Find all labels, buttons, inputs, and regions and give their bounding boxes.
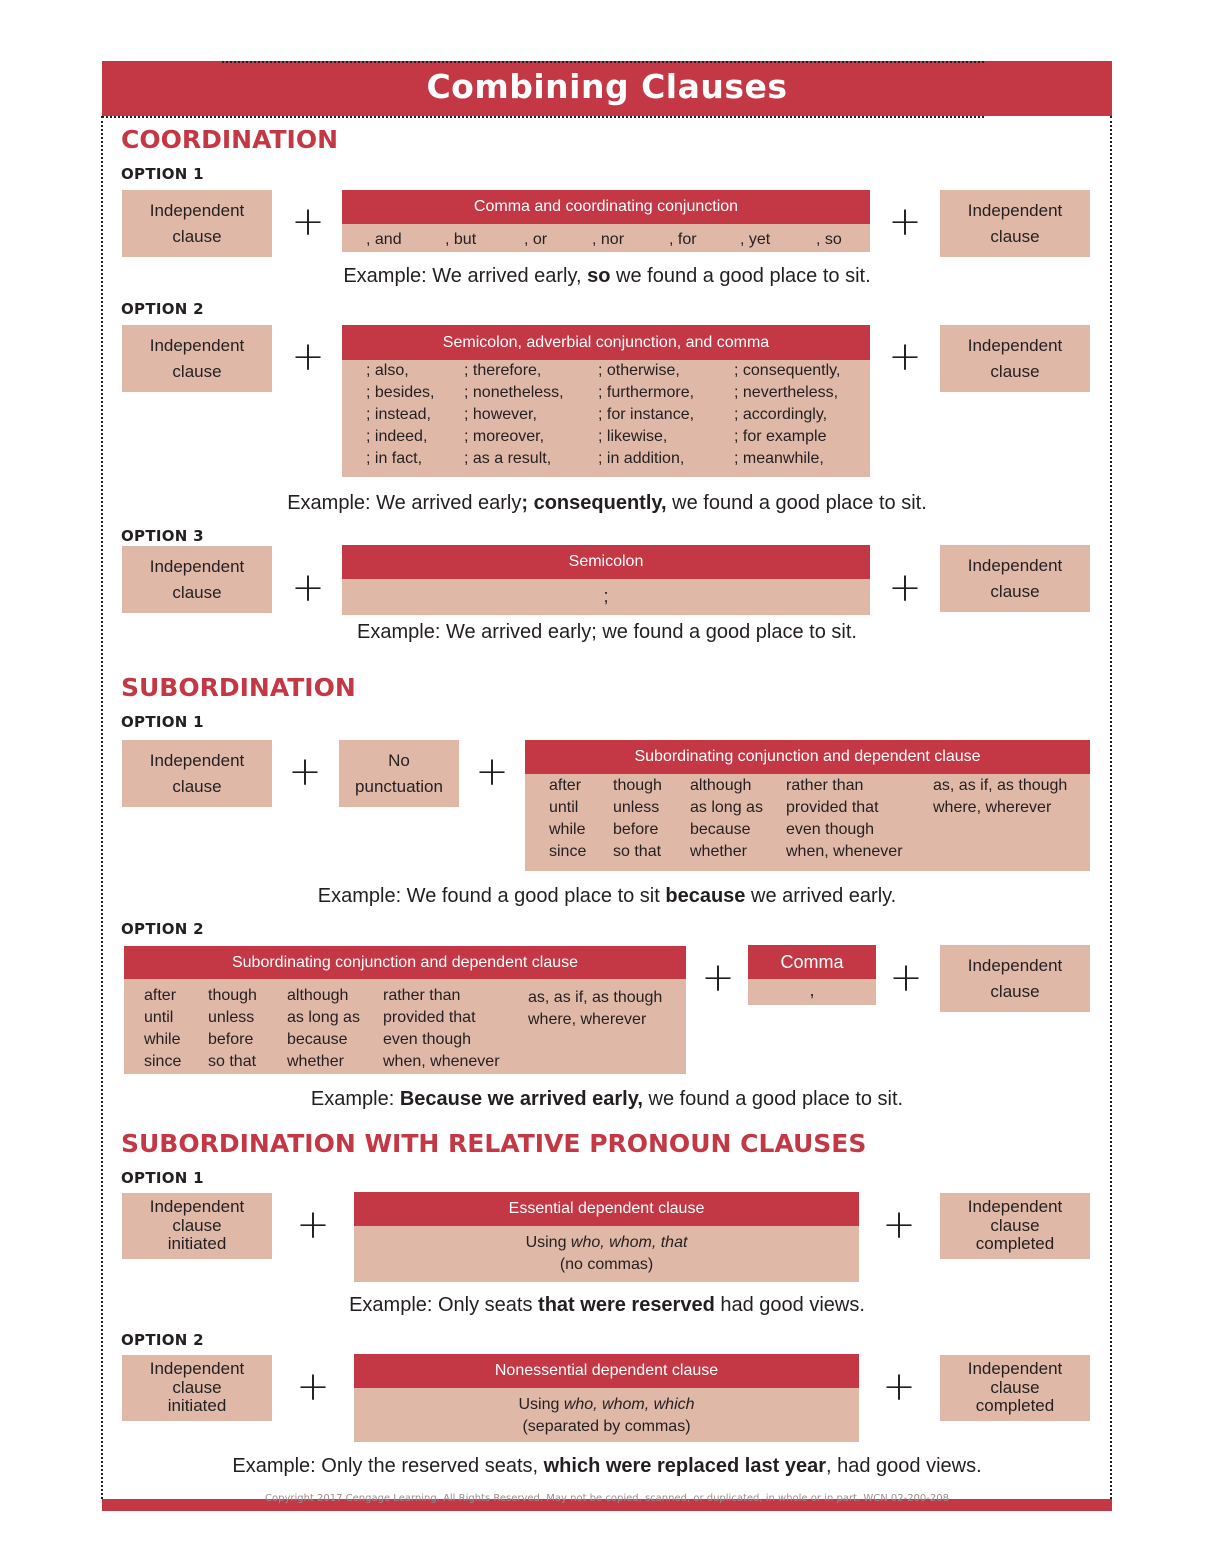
conjunction-column [549, 775, 586, 863]
conjunction: ; in addition, [598, 450, 685, 467]
option-label: OPTION 3 [121, 527, 204, 545]
example-sentence [102, 885, 1112, 908]
example-text: Example: We found a good place to sit [317, 885, 666, 907]
copyright-notice: Copyright 2017 Cengage Learning. All Rights Reserved. May not be copied, scanned, or duplicated, in whole or in part. WCN 02-200-208 [265, 1493, 949, 1504]
conjunction: whether [287, 1053, 344, 1070]
example-emphasis: ; consequently, [521, 492, 667, 514]
example-text: we found a good place to sit. [666, 492, 927, 514]
conjunction-column [690, 775, 763, 863]
conjunction: before [208, 1031, 254, 1048]
conjunction: as, as if, as though [933, 777, 1068, 794]
option-label: OPTION 1 [121, 165, 204, 183]
conjunction: rather than [383, 987, 461, 1004]
example-sentence: Example: We arrived early; we found a good place to sit. [357, 621, 857, 643]
section-title-subordination: SUBORDINATION [121, 673, 356, 702]
conjunction: ; however, [464, 406, 537, 423]
conjunction: though [613, 777, 662, 794]
example-emphasis: which were replaced last year [543, 1455, 826, 1477]
independent-clause-box [122, 325, 272, 392]
semicolon-panel [342, 545, 870, 615]
box-line: clause [172, 361, 222, 381]
box-line: punctuation [355, 776, 443, 796]
panel-header: Semicolon, adverbial conjunction, and comma [342, 325, 870, 360]
box-line: clause [172, 226, 222, 246]
conjunction-column [144, 985, 181, 1073]
conjunction: as, as if, as though [528, 989, 663, 1006]
conjunction: , yet [740, 231, 771, 248]
frame-left-border [101, 116, 103, 1499]
conjunction: until [549, 799, 579, 816]
example-emphasis: because [665, 885, 746, 907]
box-line: initiated [167, 1396, 227, 1416]
conjunction: unless [208, 1009, 255, 1026]
panel-header: Semicolon [342, 545, 870, 579]
conjunction: so that [613, 843, 662, 860]
conjunction-column [464, 360, 564, 470]
example-sentence [102, 492, 1112, 515]
conjunction-column [734, 360, 840, 470]
option-label: OPTION 2 [121, 920, 204, 938]
conjunction-column [383, 985, 500, 1073]
box-line: Independent [967, 1358, 1063, 1378]
conjunction-column [598, 360, 694, 470]
panel-header: Comma and coordinating conjunction [342, 190, 870, 224]
conjunction: as long as [690, 799, 763, 816]
adverbial-conjunction-panel [342, 325, 870, 477]
independent-clause-box [940, 190, 1090, 257]
example-text: Example: Only seats [349, 1294, 539, 1316]
banner-dotted-line-top [222, 61, 984, 63]
title-banner [102, 61, 1112, 116]
plus-icon: + [888, 199, 922, 245]
box-line: Independent [149, 336, 245, 355]
conjunction-column [933, 775, 1067, 819]
conjunction: ; indeed, [366, 428, 428, 445]
conjunction: ; therefore, [464, 362, 542, 379]
independent-clause-box [122, 740, 272, 807]
box-line: Independent [967, 556, 1063, 575]
option-label: OPTION 1 [121, 1169, 204, 1187]
box-line: Independent [967, 336, 1063, 355]
independent-clause-initiated-box [122, 1193, 272, 1259]
conjunction: ; nonetheless, [464, 384, 564, 401]
conjunction: after [549, 777, 582, 794]
independent-clause-box [940, 545, 1090, 612]
box-line: Independent [967, 1196, 1063, 1216]
subordinating-conjunction-panel [525, 740, 1090, 871]
conjunction: while [144, 1031, 181, 1048]
plus-icon: + [288, 749, 322, 795]
conjunction: because [287, 1031, 348, 1048]
conjunction: rather than [786, 777, 864, 794]
plus-icon: + [888, 334, 922, 380]
plus-icon: + [475, 749, 509, 795]
example-sentence [102, 1088, 1112, 1111]
conjunction: so that [208, 1053, 257, 1070]
conjunction: ; moreover, [464, 428, 545, 445]
conjunction: though [208, 987, 257, 1004]
conjunction-column [287, 985, 360, 1073]
plus-icon: + [888, 565, 922, 611]
conjunction: ; also, [366, 362, 409, 379]
nonessential-clause-panel [354, 1354, 859, 1442]
plus-icon: + [296, 1202, 330, 1248]
conjunction: where, wherever [528, 1011, 647, 1028]
box-line: No [388, 751, 410, 770]
box-line: clause [990, 361, 1040, 381]
relative-pronouns: who, whom, that [570, 1234, 688, 1251]
banner-dotted-line-bottom [102, 116, 984, 118]
example-text: we arrived early. [745, 885, 897, 907]
independent-clause-box [940, 325, 1090, 392]
panel-header: Subordinating conjunction and dependent clause [124, 946, 686, 979]
box-line: clause [990, 581, 1040, 601]
box-line: Independent [149, 201, 245, 220]
example-emphasis: so [587, 265, 611, 287]
independent-clause-box [940, 945, 1090, 1012]
example-text: we found a good place to sit. [610, 265, 871, 287]
panel-header: Nonessential dependent clause [354, 1354, 859, 1388]
no-punctuation-box [339, 740, 459, 807]
coordinating-conjunction-panel [342, 190, 870, 252]
box-line: clause [172, 582, 222, 602]
option-label: OPTION 2 [121, 300, 204, 318]
example-sentence [102, 1455, 1112, 1478]
conjunction: ; accordingly, [734, 406, 828, 423]
conjunction: provided that [383, 1009, 476, 1026]
panel-body-note: (separated by commas) [522, 1418, 691, 1435]
using-text: Using [525, 1234, 571, 1251]
example-text: Example: We arrived early, [343, 265, 588, 287]
frame-right-border [1110, 116, 1112, 1499]
independent-clause-box [122, 546, 272, 613]
example-text: Example: [310, 1088, 400, 1110]
conjunction-column [208, 985, 257, 1073]
section-title-relative-pronoun: SUBORDINATION WITH RELATIVE PRONOUN CLAUSES [121, 1129, 867, 1158]
conjunction: ; nevertheless, [734, 384, 839, 401]
page-title: Combining Clauses [426, 67, 788, 106]
box-line: Independent [149, 557, 245, 576]
conjunction: , but [445, 231, 477, 248]
conjunction: , for [669, 231, 697, 248]
conjunction: when, whenever [786, 843, 903, 860]
example-text: Example: We arrived early [287, 492, 522, 514]
box-line: initiated [167, 1234, 227, 1254]
conjunction: when, whenever [383, 1053, 500, 1070]
conjunction: provided that [786, 799, 879, 816]
panel-header: Essential dependent clause [354, 1192, 859, 1226]
example-sentence [102, 265, 1112, 288]
plus-icon: + [882, 1202, 916, 1248]
option-label: OPTION 1 [121, 713, 204, 731]
conjunction: ; in fact, [366, 450, 423, 467]
conjunction: while [549, 821, 586, 838]
conjunction: until [144, 1009, 174, 1026]
conjunction: although [287, 987, 349, 1004]
conjunction: ; for instance, [598, 406, 695, 423]
independent-clause-completed-box [940, 1193, 1090, 1259]
box-line: Independent [149, 1196, 245, 1216]
comma-panel [748, 945, 876, 1005]
panel-body-line [354, 1232, 859, 1254]
conjunction: ; for example [734, 428, 827, 445]
panel-header: Comma [748, 945, 876, 979]
plus-icon: + [882, 1364, 916, 1410]
conjunction: although [690, 777, 752, 794]
plus-icon: + [889, 955, 923, 1001]
box-line: clause [172, 1215, 222, 1235]
conjunction: as long as [287, 1009, 360, 1026]
option-label: OPTION 2 [121, 1331, 204, 1349]
conjunction-column [613, 775, 662, 863]
essential-clause-panel [354, 1192, 859, 1282]
conjunction: before [613, 821, 659, 838]
example-emphasis: Because we arrived early, [399, 1088, 643, 1110]
conjunction: , or [524, 231, 548, 248]
subordinating-conjunction-panel [124, 946, 686, 1074]
box-line: completed [975, 1234, 1055, 1254]
conjunction: , nor [592, 231, 625, 248]
semicolon-symbol: ; [603, 586, 609, 606]
plus-icon: + [701, 955, 735, 1001]
box-line: Independent [967, 956, 1063, 975]
conjunction: ; otherwise, [598, 362, 680, 379]
independent-clause-initiated-box [122, 1355, 272, 1421]
box-line: clause [990, 226, 1040, 246]
conjunction: ; consequently, [734, 362, 841, 379]
conjunction: ; instead, [366, 406, 431, 423]
plus-icon: + [291, 334, 325, 380]
box-line: Independent [149, 1358, 245, 1378]
box-line: clause [990, 1377, 1040, 1397]
conjunction: because [690, 821, 751, 838]
using-text: Using [518, 1396, 564, 1413]
conjunction-column [366, 360, 434, 470]
conjunction: ; as a result, [464, 450, 552, 467]
independent-clause-box [122, 190, 272, 257]
box-line: clause [990, 981, 1040, 1001]
conjunction: after [144, 987, 177, 1004]
plus-icon: + [291, 199, 325, 245]
example-text: Example: Only the reserved seats, [232, 1455, 544, 1477]
box-line: clause [990, 1215, 1040, 1235]
conjunction: ; likewise, [598, 428, 668, 445]
example-emphasis: that were reserved [538, 1294, 715, 1316]
conjunction: since [549, 843, 587, 860]
box-line: clause [172, 776, 222, 796]
conjunction: ; besides, [366, 384, 435, 401]
relative-pronouns: who, whom, which [563, 1396, 695, 1413]
conjunction: unless [613, 799, 660, 816]
conjunction: since [144, 1053, 182, 1070]
conjunction: even though [383, 1031, 472, 1048]
conjunction: ; furthermore, [598, 384, 695, 401]
box-line: Independent [967, 201, 1063, 220]
conjunction: ; meanwhile, [734, 450, 824, 467]
box-line: completed [975, 1396, 1055, 1416]
example-text: we found a good place to sit. [642, 1088, 904, 1110]
conjunction: , and [366, 231, 402, 248]
example-text: , had good views. [825, 1455, 982, 1477]
panel-header: Subordinating conjunction and dependent clause [525, 740, 1090, 774]
panel-body-line [354, 1394, 859, 1416]
example-sentence [102, 1294, 1112, 1317]
box-line: Independent [149, 751, 245, 770]
independent-clause-completed-box [940, 1355, 1090, 1421]
conjunction: even though [786, 821, 875, 838]
conjunction-column [786, 775, 903, 863]
comma-symbol: , [809, 980, 815, 1000]
conjunction: whether [690, 843, 747, 860]
conjunction: where, wherever [933, 799, 1052, 816]
panel-body-note: (no commas) [559, 1256, 654, 1273]
section-title-coordination: COORDINATION [121, 125, 339, 154]
example-text: had good views. [714, 1294, 865, 1316]
plus-icon: + [291, 565, 325, 611]
conjunction-column [528, 987, 662, 1031]
box-line: clause [172, 1377, 222, 1397]
plus-icon: + [296, 1364, 330, 1410]
conjunction: , so [816, 231, 842, 248]
